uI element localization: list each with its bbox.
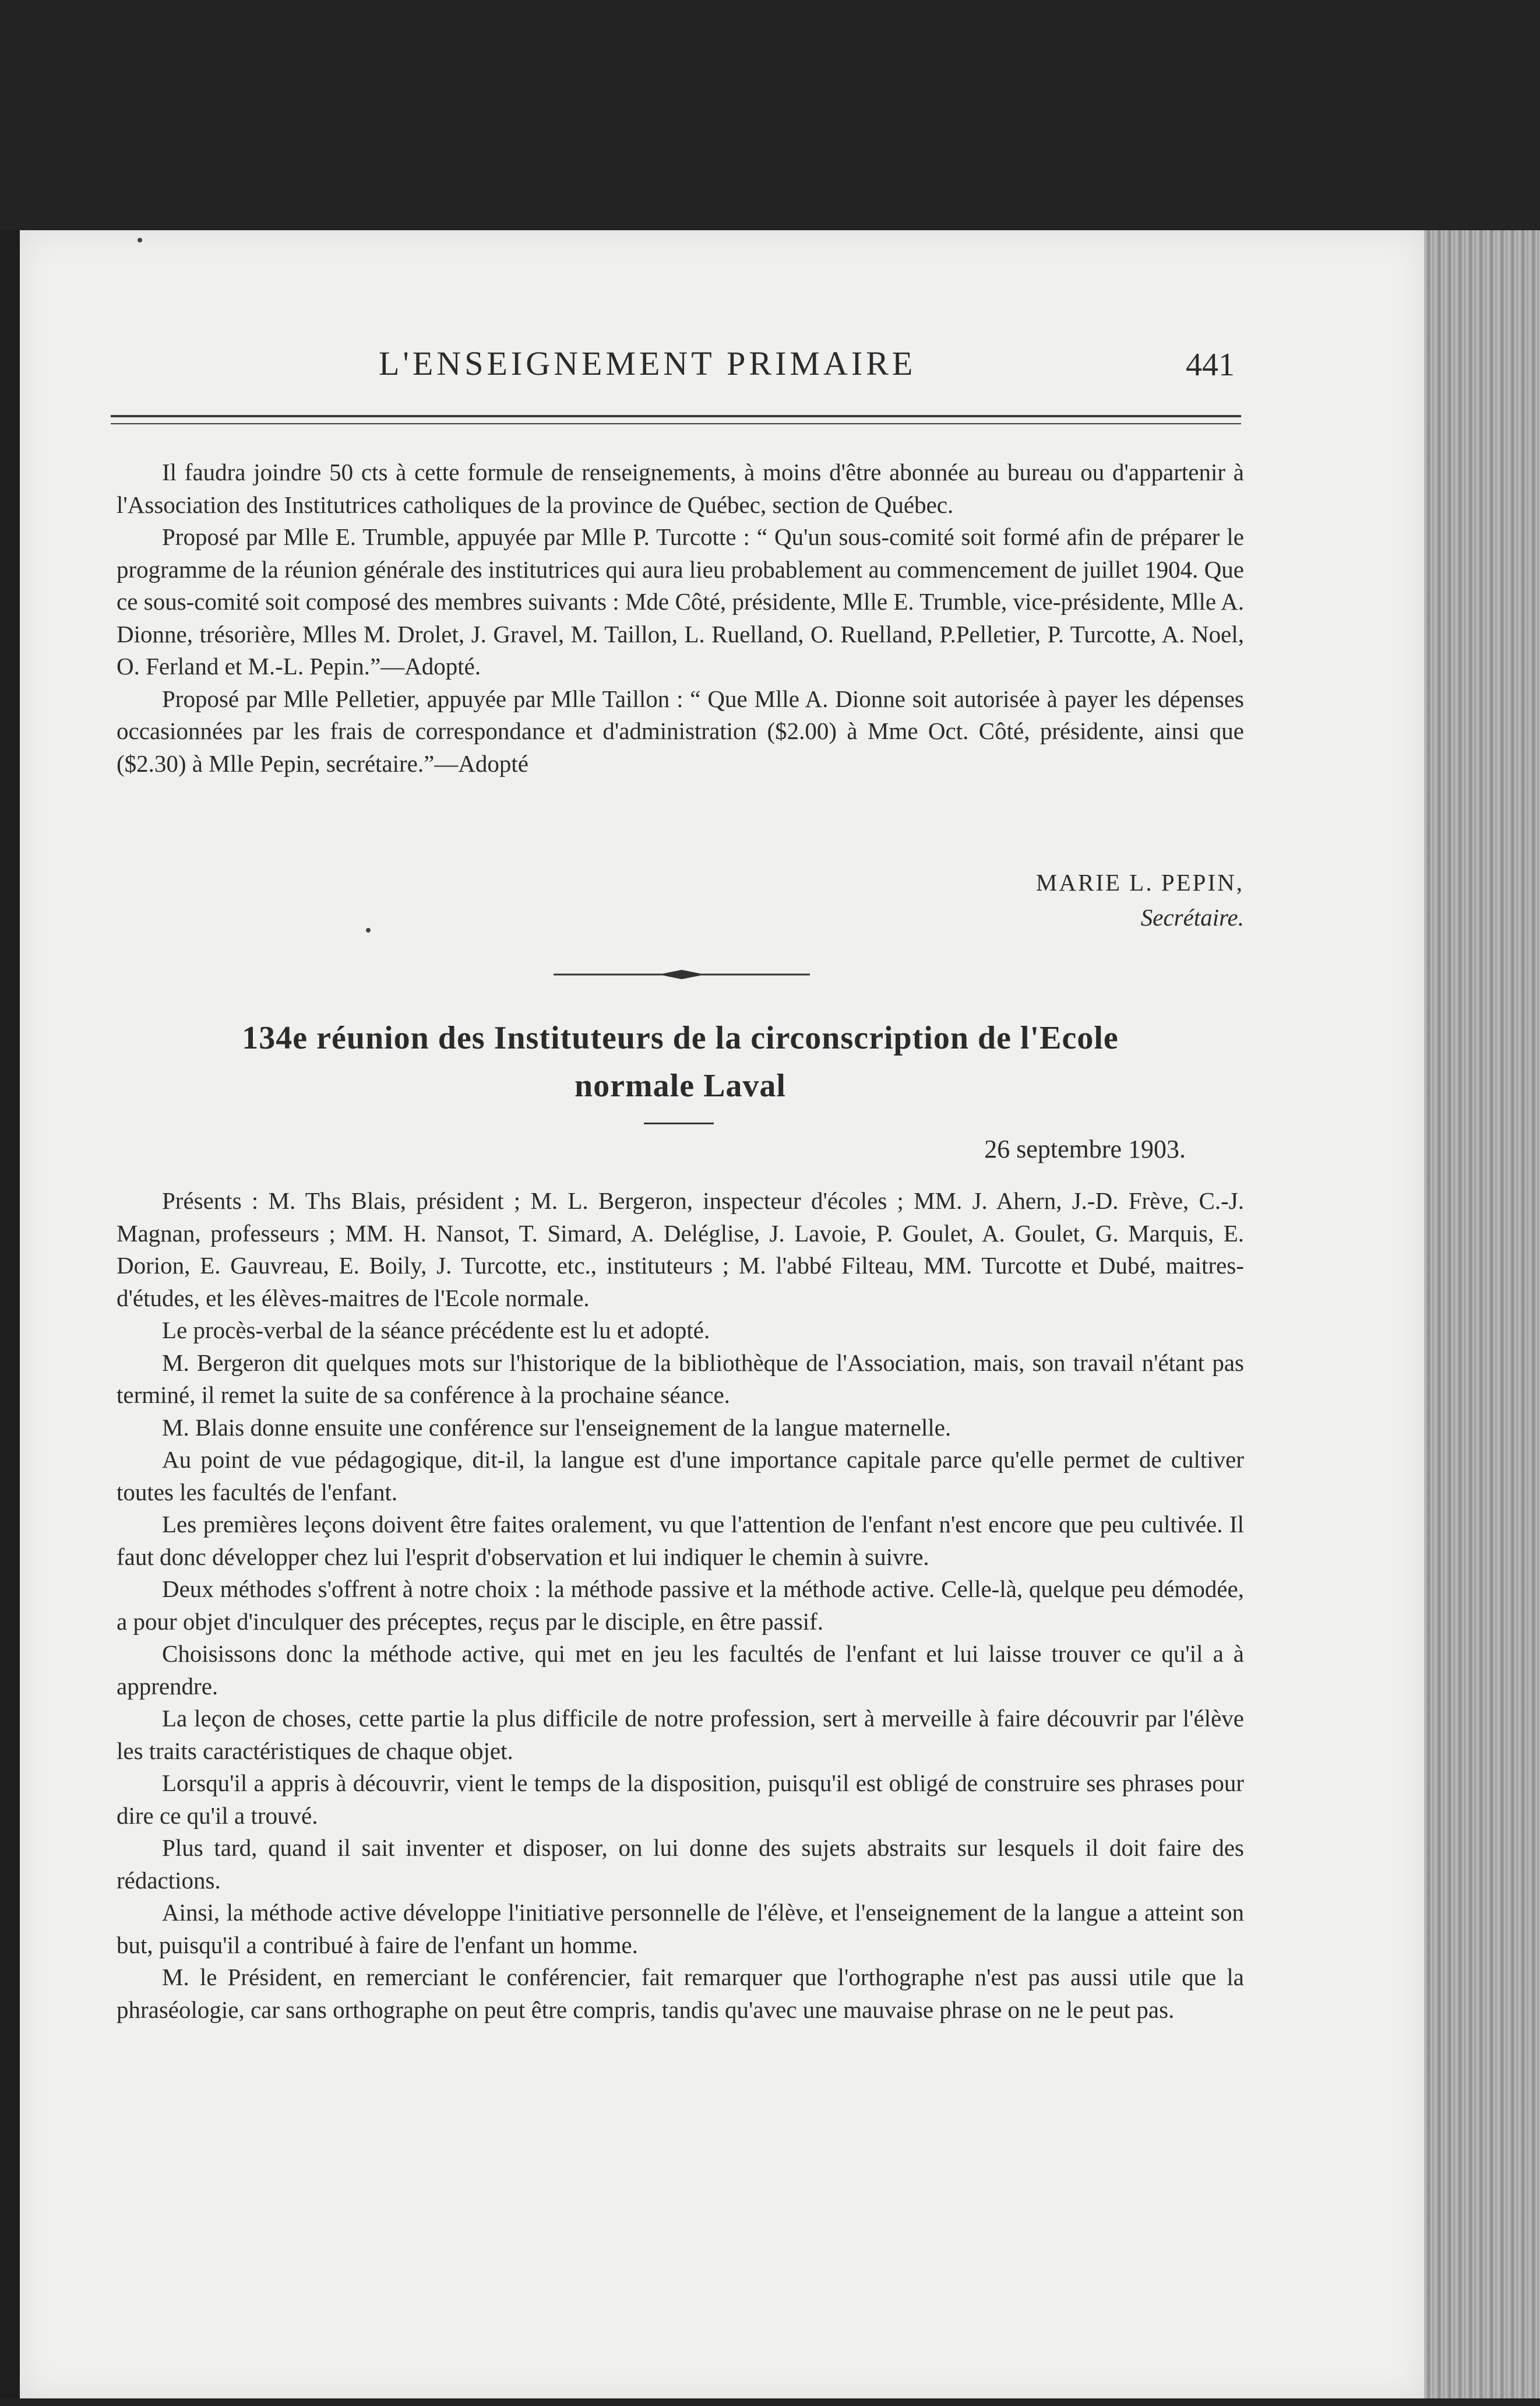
paragraph: Proposé par Mlle Pelletier, appuyée par Mlle Taillon : “ Que Mlle A. Dionne soit autorisée à payer les dépenses occasionnées par les frais de correspondance et d'administration ($2.00) à Mme Oct. Côté, présidente, ainsi que ($2.30) à Mlle Pepin, secrétaire.”—Adopté	[117, 685, 1244, 777]
article-date: 26 septembre 1903.	[984, 1135, 1186, 1163]
scan-background-top	[0, 0, 1540, 230]
article-heading-line-1: 134e réunion des Instituteurs de la circonscription de l'Ecole	[242, 1020, 1119, 1056]
header-rule	[111, 415, 1241, 424]
paragraph: M. Bergeron dit quelques mots sur l'historique de la bibliothèque de l'Association, mais, son travail n'étant pas terminé, il remet la suite de sa conférence à la prochaine séance.	[117, 1349, 1244, 1408]
scan-background-bottom	[0, 2398, 1540, 2406]
paragraph: Lorsqu'il a appris à découvrir, vient le temps de la disposition, puisqu'il est obligé de construire ses phrases pour dire ce qu'il a trouvé.	[117, 1770, 1244, 1829]
speck	[366, 928, 371, 933]
paragraph: M. Blais donne ensuite une conférence sur l'enseignement de la langue maternelle.	[162, 1413, 952, 1441]
article-body	[117, 1185, 1244, 2026]
paragraph: Présents : M. Ths Blais, président ; M. L. Bergeron, inspecteur d'écoles ; MM. J. Ahern, J.-D. Frève, C.-J. Magnan, professeurs ; MM. H. Nansot, T. Simard, A. Deléglise, J. Lavoie, P. Goulet, A. Goulet, G. Marquis, E. Dorion, E. Gauvreau, E. Boily, J. Turcotte, etc., instituteurs ; M. l'abbé Filteau, MM. Turcotte et Dubé, maitres-d'études, et les élèves-maitres de l'Ecole normale.	[117, 1187, 1244, 1311]
top-section-text	[117, 456, 1244, 780]
heading-rule	[644, 1123, 714, 1124]
running-title: L'ENSEIGNEMENT PRIMAIRE	[379, 344, 917, 382]
running-head	[0, 344, 1404, 391]
speck	[138, 238, 142, 242]
paragraph: Deux méthodes s'offrent à notre choix : la méthode passive et la méthode active. Celle-là, quelque peu démodée, a pour objet d'inculquer des préceptes, reçus par le disciple, en être passif.	[117, 1575, 1244, 1635]
paragraph: Choisissons donc la méthode active, qui met en jeu les facultés de l'enfant et lui laisse trouver ce qu'il a à apprendre.	[117, 1640, 1244, 1700]
article-heading	[117, 1014, 1244, 1110]
signature-role: Secrétaire.	[1140, 904, 1244, 931]
paragraph: La leçon de choses, cette partie la plus difficile de notre profession, sert à merveille à faire découvrir par l'élève les traits caractéristiques de chaque objet.	[117, 1705, 1244, 1764]
signature-name: MARIE L. PEPIN,	[1035, 869, 1244, 896]
paragraph: Plus tard, quand il sait inventer et disposer, on lui donne des sujets abstraits sur lesquels il doit faire des rédactions.	[117, 1834, 1244, 1894]
paragraph: Les premières leçons doivent être faites oralement, vu que l'attention de l'enfant n'est encore que peu cultivée. Il faut donc développer chez lui l'esprit d'observation et lui indiquer le chemin à suivre.	[117, 1511, 1244, 1570]
article-heading-line-2: normale Laval	[575, 1068, 786, 1104]
paragraph: Le procès-verbal de la séance précédente est lu et adopté.	[162, 1317, 710, 1343]
paragraph: Ainsi, la méthode active développe l'initiative personnelle de l'élève, et l'enseignement de la langue a atteint son but, puisqu'il a contribué à faire de l'enfant un homme.	[117, 1899, 1244, 1958]
ornament-divider	[554, 968, 810, 982]
paragraph: Proposé par Mlle E. Trumble, appuyée par Mlle P. Turcotte : “ Qu'un sous-comité soit formé afin de préparer le programme de la réunion générale des institutrices qui aura lieu probablement au commencement de juillet 1904. Que ce sous-comité soit composé des membres suivants : Mde Côté, présidente, Mlle E. Trumble, vice-présidente, Mlle A. Dionne, trésorière, Mlles M. Drolet, J. Gravel, M. Taillon, L. Ruelland, O. Ruelland, P.Pelletier, P. Turcotte, A. Noel, O. Ferland et M.-L. Pepin.”—Adopté.	[117, 523, 1244, 680]
paragraph: Au point de vue pédagogique, dit-il, la langue est d'une importance capitale parce qu'elle permet de cultiver toutes les facultés de l'enfant.	[117, 1446, 1244, 1505]
page-number: 441	[1186, 347, 1235, 383]
paragraph: Il faudra joindre 50 cts à cette formule de renseignements, à moins d'être abonnée au bureau ou d'appartenir à l'Association des Institutrices catholiques de la province de Québec, section de Québec.	[117, 459, 1244, 518]
book-page-edges	[1422, 230, 1540, 2398]
paragraph: M. le Président, en remerciant le conférencier, fait remarquer que l'orthographe n'est pas aussi utile que la phraséologie, car sans orthographe on peut être compris, tandis qu'avec une mauvaise phrase on ne le peut pas.	[117, 1964, 1244, 2023]
